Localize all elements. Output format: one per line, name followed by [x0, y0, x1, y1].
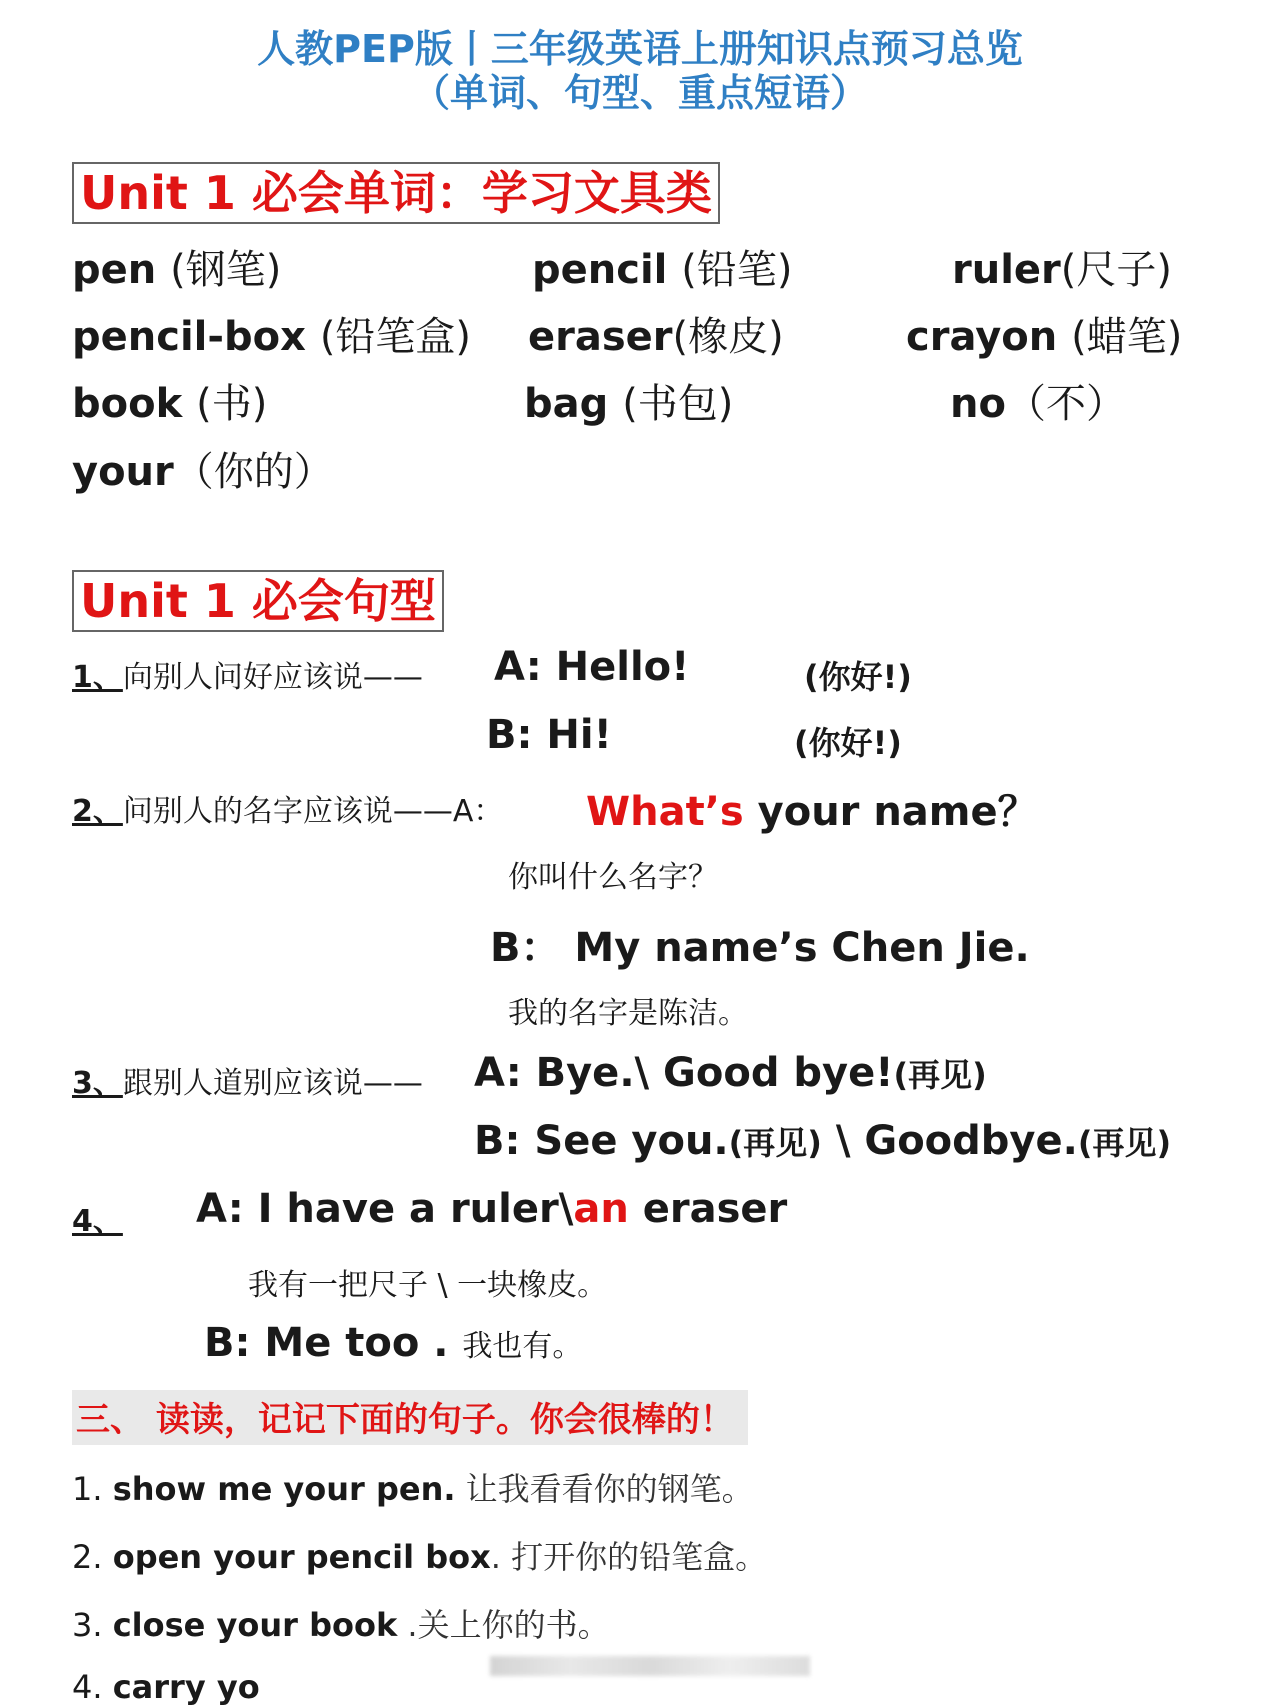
sentence-item-1: 1、向别人问好应该说——	[72, 660, 423, 695]
phrase-item: 2. open your pencil box. 打开你的铅笔盒。	[72, 1538, 768, 1576]
sentence-b: B： My name’s Chen Jie.	[490, 925, 1030, 971]
phrase-item: 1. show me your pen. 让我看看你的钢笔。	[72, 1470, 754, 1508]
sentences-section-heading: Unit 1 必会句型	[72, 570, 444, 632]
read-section-heading: 三、 读读，记记下面的句子。你会很棒的！	[72, 1390, 748, 1445]
word-item: pencil (铅笔)	[532, 247, 793, 293]
sentence-item-3: 3、跟别人道别应该说——	[72, 1066, 423, 1101]
word-item: no（不）	[950, 381, 1126, 427]
word-item: bag (书包)	[524, 381, 734, 427]
word-item: crayon (蜡笔)	[906, 314, 1183, 360]
phrase-item: 3. close your book .关上你的书。	[72, 1606, 610, 1644]
word-item: pen (钢笔)	[72, 247, 282, 293]
sentence-a: A: Bye.\ Good bye!(再见)	[474, 1050, 987, 1096]
page-subtitle: （单词、句型、重点短语）	[411, 71, 868, 115]
blurred-watermark	[490, 1656, 810, 1676]
sentence-translation: 我的名字是陈洁。	[508, 996, 748, 1031]
page-title: 人教PEP版丨三年级英语上册知识点预习总览	[257, 27, 1023, 71]
sentence-item-2: 2、问别人的名字应该说——A：	[72, 794, 504, 829]
sentence-b: B: Me too . 我也有。	[204, 1320, 583, 1366]
sentence-item-4: 4、	[72, 1204, 123, 1239]
sentence-a: A: I have a ruler\an eraser	[196, 1186, 788, 1232]
sentence-translation: 你叫什么名字？	[508, 860, 718, 895]
word-item: book (书)	[72, 381, 268, 427]
sentence-a: A: Hello!	[494, 644, 690, 690]
sentence-translation: (你好!)	[794, 724, 902, 762]
word-item: your（你的）	[72, 449, 334, 495]
phrase-item: 4. carry yo	[72, 1668, 260, 1706]
words-section-heading: Unit 1 必会单词：学习文具类	[72, 162, 720, 224]
word-item: eraser(橡皮)	[528, 314, 784, 360]
word-item: pencil-box (铅笔盒)	[72, 314, 472, 360]
sentence-a: What’s your name？	[586, 789, 1038, 835]
sentence-translation: 我有一把尺子 \ 一块橡皮。	[248, 1268, 608, 1303]
word-item: ruler(尺子)	[952, 247, 1172, 293]
sentence-b: B: See you.(再见) \ Goodbye.(再见)	[474, 1118, 1172, 1164]
sentence-translation: (你好!)	[804, 658, 912, 696]
sentence-b: B: Hi!	[486, 712, 612, 758]
